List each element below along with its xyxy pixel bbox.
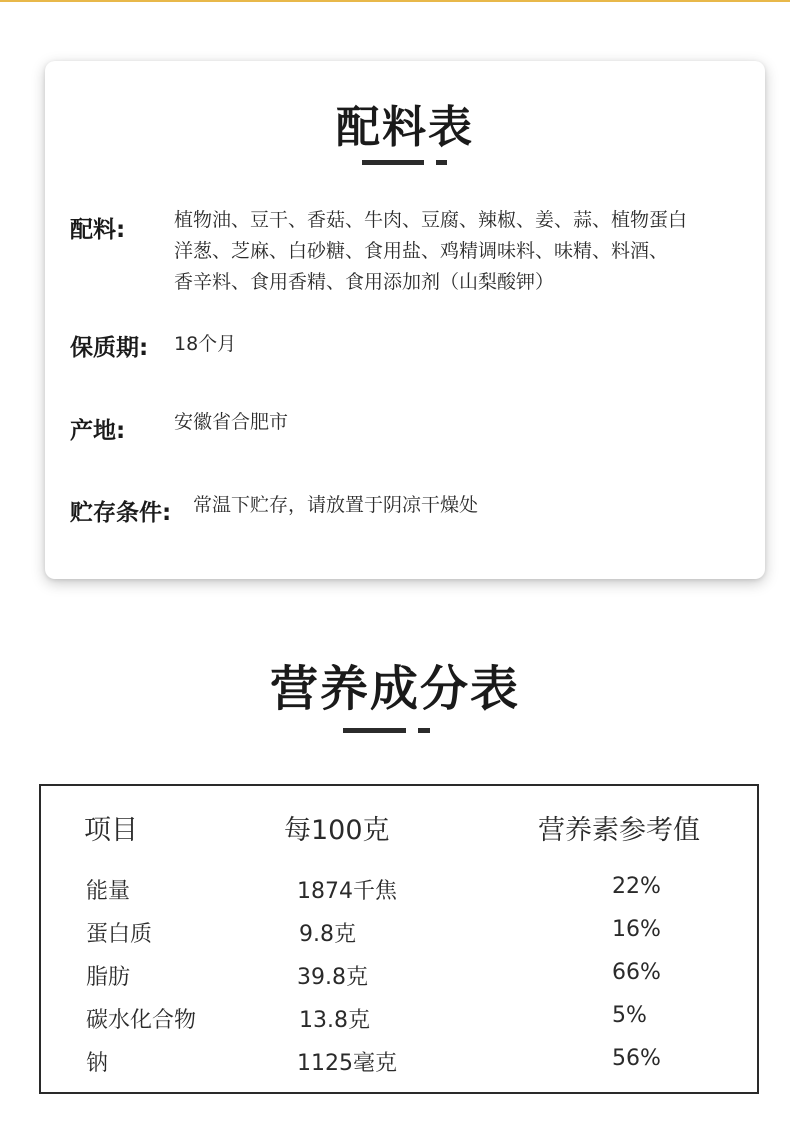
- ingredients-title: 配料表: [336, 102, 474, 153]
- ingredients-line-3: 香辛料、食用香精、食用添加剂（山梨酸钾）: [174, 271, 555, 293]
- origin-value: 安徽省合肥市: [174, 411, 289, 433]
- cell-item: 能量: [86, 879, 131, 904]
- storage-value: 常温下贮存，请放置于阴凉干燥处: [193, 494, 479, 516]
- storage-label: 贮存条件:: [70, 500, 172, 526]
- cell-amount: 9.8克: [299, 922, 356, 947]
- nutrition-title-decoration-short: [418, 728, 430, 733]
- origin-label: 产地:: [70, 418, 126, 444]
- ingredients-card: [45, 61, 765, 579]
- cell-item: 蛋白质: [86, 922, 153, 947]
- cell-nrv: 5%: [612, 1003, 647, 1028]
- cell-amount: 39.8克: [297, 965, 368, 990]
- shelf-life-label: 保质期:: [70, 335, 149, 361]
- cell-amount: 1125毫克: [297, 1051, 397, 1076]
- cell-nrv: 56%: [612, 1046, 661, 1071]
- cell-nrv: 16%: [612, 917, 661, 942]
- header-per-100g: 每100克: [284, 815, 390, 846]
- nutrition-table: [39, 784, 759, 1094]
- ingredients-line-2: 洋葱、芝麻、白砂糖、食用盐、鸡精调味料、味精、料酒、: [174, 240, 669, 262]
- cell-amount: 13.8克: [299, 1008, 370, 1033]
- cell-item: 钠: [86, 1051, 109, 1076]
- cell-nrv: 22%: [612, 874, 661, 899]
- cell-nrv: 66%: [612, 960, 661, 985]
- header-nrv: 营养素参考值: [538, 815, 700, 846]
- nutrition-title: 营养成分表: [269, 661, 520, 717]
- header-item: 项目: [84, 815, 138, 846]
- ingredients-label: 配料:: [70, 217, 126, 243]
- ingredients-line-1: 植物油、豆干、香菇、牛肉、豆腐、辣椒、姜、蒜、植物蛋白: [174, 209, 688, 231]
- shelf-life-value: 18个月: [174, 333, 237, 355]
- nutrition-title-decoration-long: [343, 728, 406, 733]
- cell-item: 脂肪: [86, 965, 131, 990]
- cell-item: 碳水化合物: [86, 1008, 197, 1033]
- title-decoration-long: [362, 160, 424, 165]
- title-decoration-short: [436, 160, 447, 165]
- cell-amount: 1874千焦: [297, 879, 397, 904]
- top-accent-rule: [0, 0, 790, 2]
